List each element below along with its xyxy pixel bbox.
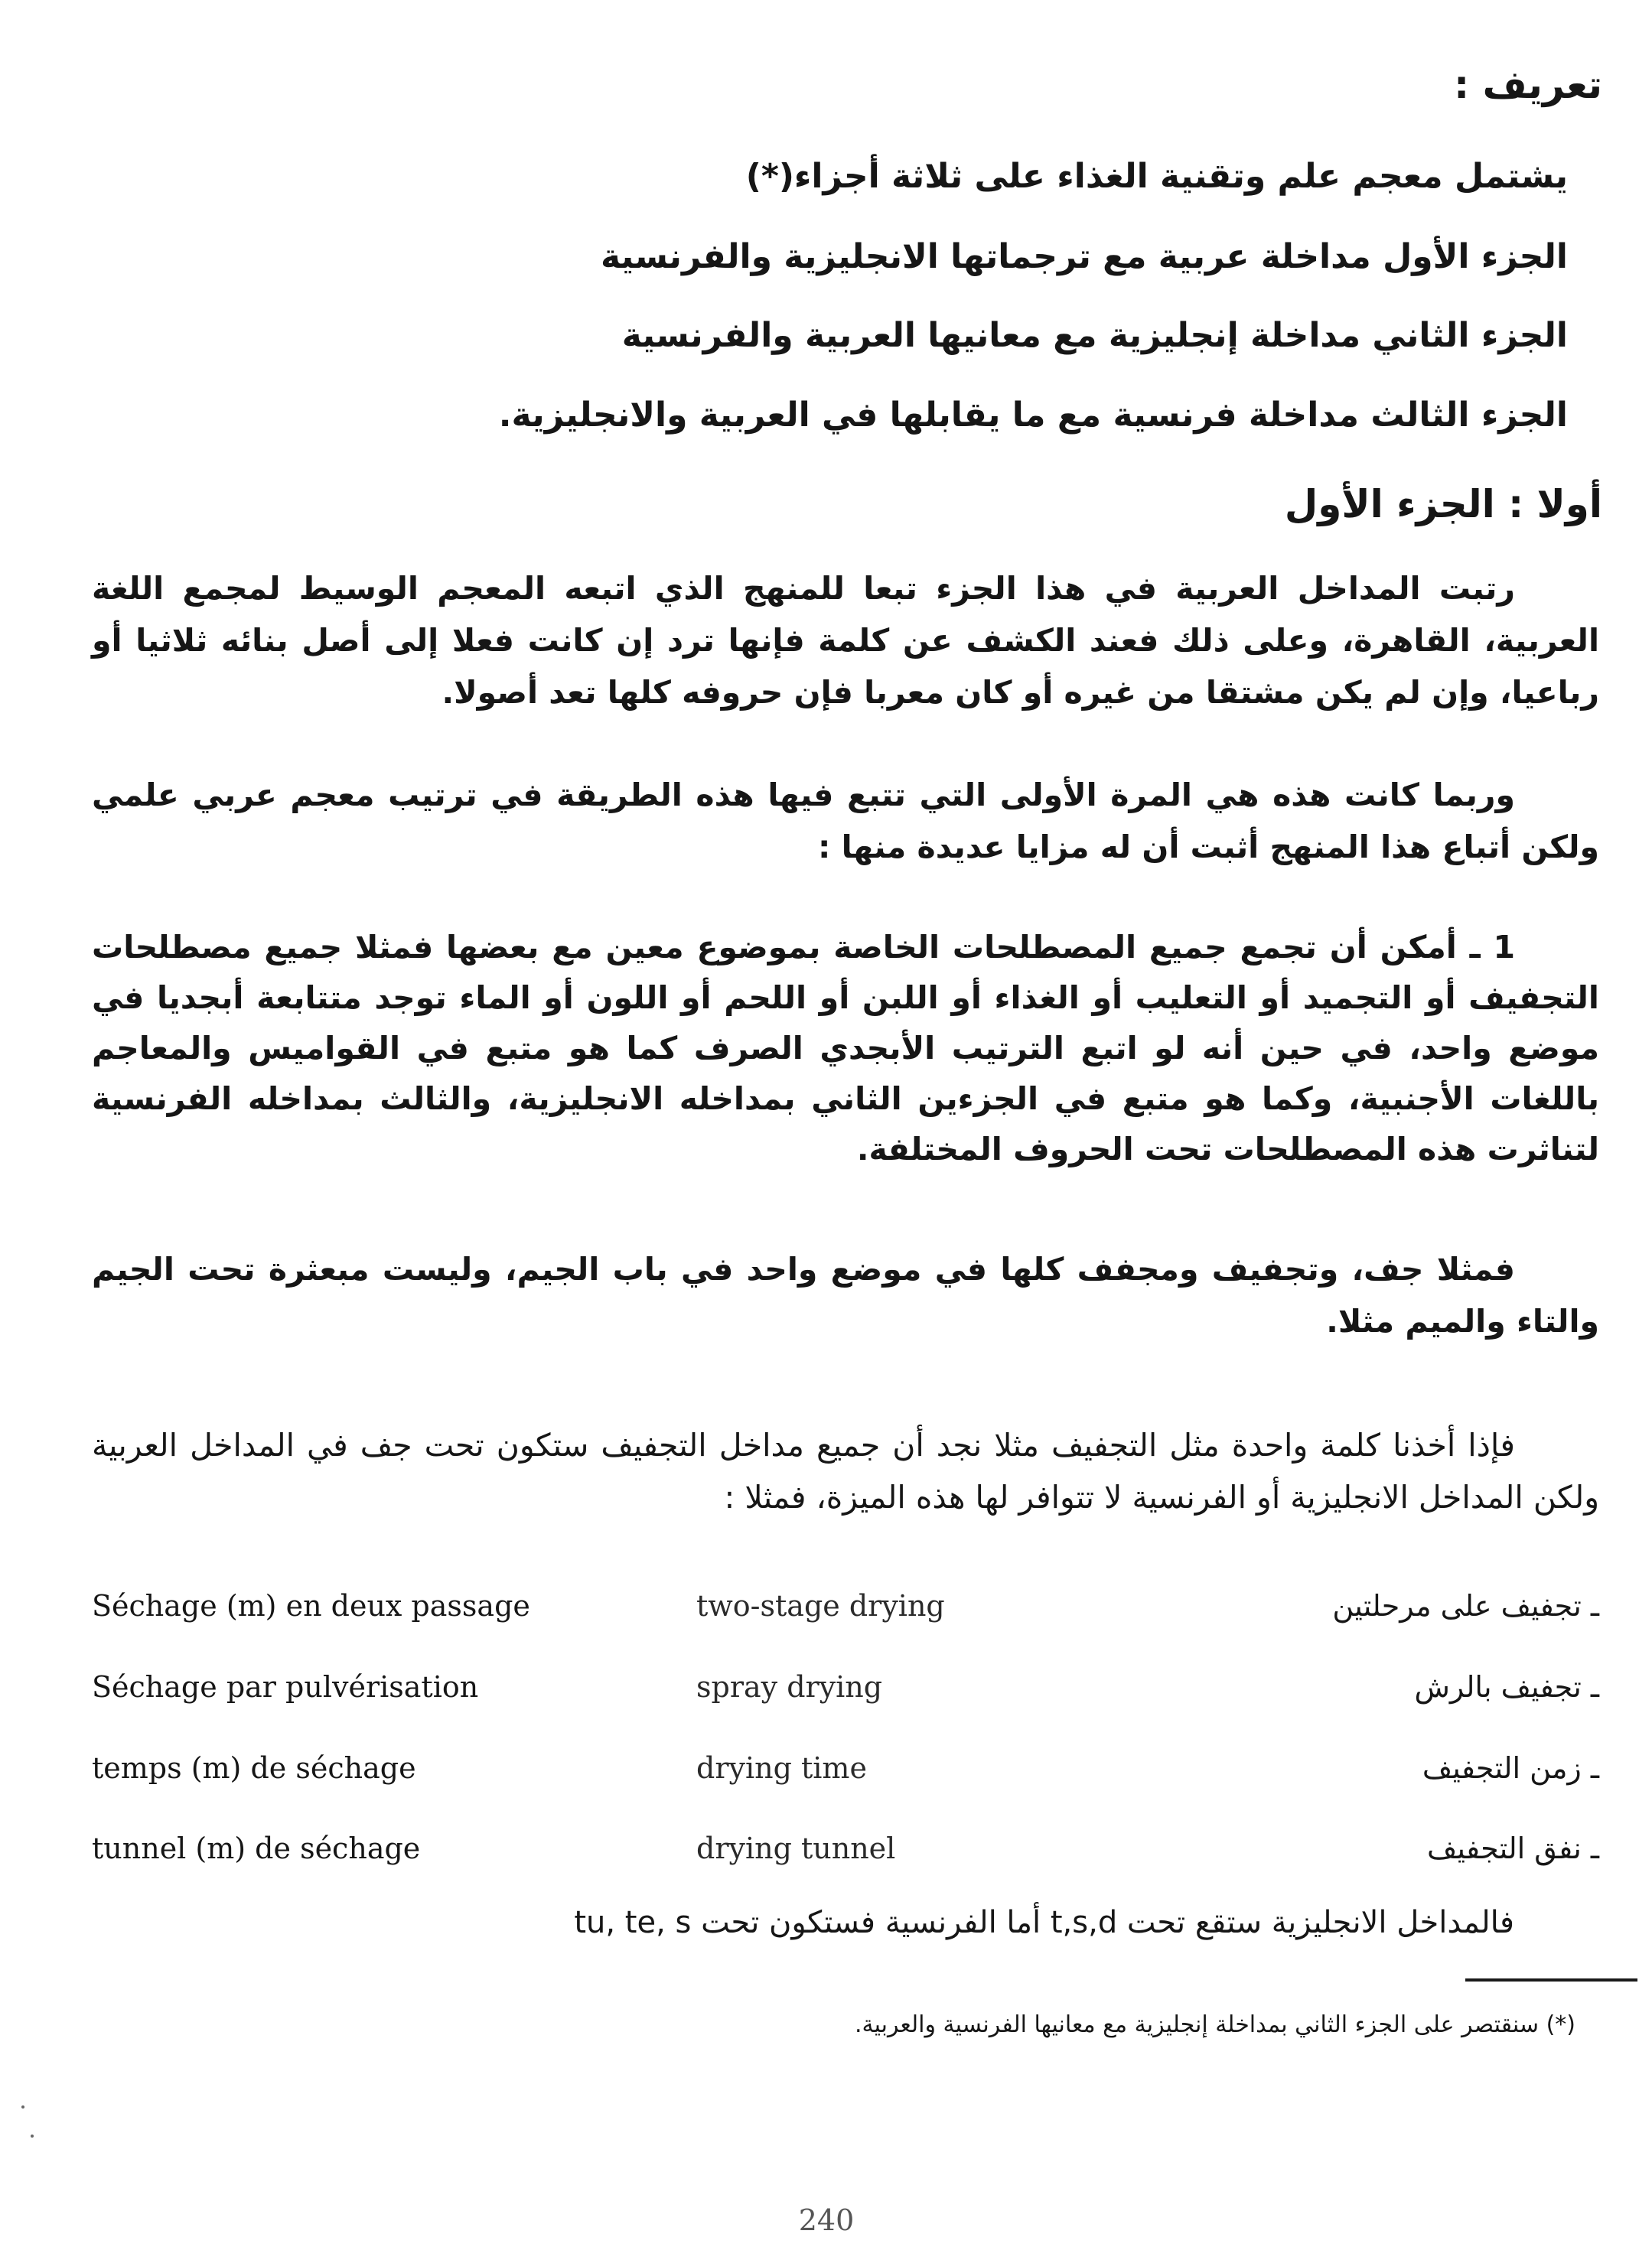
definition-line: الجزء الثالث مداخلة فرنسية مع ما يقابلها في العربية والانجليزية. bbox=[498, 396, 1568, 435]
definition-line: الجزء الثاني مداخلة إنجليزية مع معانيها العربية والفرنسية bbox=[621, 316, 1568, 355]
english-term: drying tunnel bbox=[696, 1832, 896, 1865]
example-row bbox=[92, 1589, 1599, 1635]
footnote-separator bbox=[1465, 1978, 1637, 1982]
french-term: Séchage par pulvérisation bbox=[92, 1670, 479, 1704]
arabic-term: ـ نفق التجفيف bbox=[1427, 1832, 1599, 1865]
english-term: spray drying bbox=[696, 1670, 883, 1704]
paragraph: وربما كانت هذه هي المرة الأولى التي تتبع فيها هذه الطريقة في ترتيب معجم عربي علمي ولكن أتباع هذا المنهج أثبت أن له مزايا عديدة منها : bbox=[92, 777, 1599, 865]
example-row bbox=[92, 1670, 1599, 1716]
scan-speck bbox=[21, 2105, 24, 2109]
paragraph: 1 ـ أمكن أن تجمع جميع المصطلحات الخاصة بموضوع معين مع بعضها فمثلا جميع مصطلحات التجفيف أو التجميد أو التعليب أو الغذاء أو اللبن أو اللحم أو اللون أو الماء توجد متتابعة أبجديا في موضع واحد، في حين أنه لو اتبع الترتيب الأبجدي الصرف كما هو متبع في القواميس والمعاجم باللغات الأجنبية، وكما هو متبع في الجزءين الثاني بمداخله الانجليزية، والثالث بمداخله الفرنسية لتناثرت هذه المصطلحات تحت الحروف المختلفة. bbox=[92, 929, 1599, 1167]
scan-speck bbox=[31, 2135, 34, 2138]
paragraph: رتبت المداخل العربية في هذا الجزء تبعا للمنهج الذي اتبعه المعجم الوسيط لمجمع اللغة العربية، القاهرة، وعلى ذلك فعند الكشف عن كلمة فإنها ترد إن كانت فعلا إلى أصل بنائه ثلاثيا أو رباعيا، وإن لم يكن مشتقا من غيره أو كان معربا فإن حروفه كلها تعد أصولا. bbox=[92, 570, 1599, 711]
definition-line: الجزء الأول مداخلة عربية مع ترجماتها الانجليزية والفرنسية bbox=[601, 237, 1568, 276]
arabic-term: ـ تجفيف بالرش bbox=[1414, 1670, 1599, 1704]
example-row bbox=[92, 1751, 1599, 1797]
french-term: temps (m) de séchage bbox=[92, 1751, 416, 1785]
closing-line: فالمداخل الانجليزية ستقع تحت t,s,d أما الفرنسية فستكون تحت tu, te, s bbox=[574, 1905, 1514, 1940]
french-term: tunnel (m) de séchage bbox=[92, 1832, 421, 1865]
paragraph: فإذا أخذنا كلمة واحدة مثل التجفيف مثلا نجد أن جميع مداخل التجفيف ستكون تحت جف في المداخل العربية ولكن المداخل الانجليزية أو الفرنسية لا تتوافر لها هذه الميزة، فمثلا : bbox=[92, 1427, 1599, 1516]
arabic-term: ـ زمن التجفيف bbox=[1422, 1751, 1599, 1785]
english-term: two-stage drying bbox=[696, 1589, 945, 1623]
english-term: drying time bbox=[696, 1751, 867, 1785]
definition-heading: تعريف : bbox=[1454, 63, 1602, 107]
footnote: (*) سنقتصر على الجزء الثاني بمداخلة إنجليزية مع معانيها الفرنسية والعربية. bbox=[854, 2011, 1575, 2038]
definition-line: يشتمل معجم علم وتقنية الغذاء على ثلاثة أجزاء(*) bbox=[745, 157, 1568, 196]
paragraph: فمثلا جف، وتجفيف ومجفف كلها في موضع واحد في باب الجيم، وليست مبعثرة تحت الجيم والتاء والميم مثلا. bbox=[92, 1251, 1599, 1340]
example-row bbox=[92, 1832, 1599, 1877]
arabic-term: ـ تجفيف على مرحلتين bbox=[1332, 1589, 1599, 1623]
section-heading: أولا : الجزء الأول bbox=[1284, 482, 1602, 526]
page-number: 240 bbox=[798, 2203, 855, 2237]
french-term: Séchage (m) en deux passage bbox=[92, 1589, 530, 1623]
